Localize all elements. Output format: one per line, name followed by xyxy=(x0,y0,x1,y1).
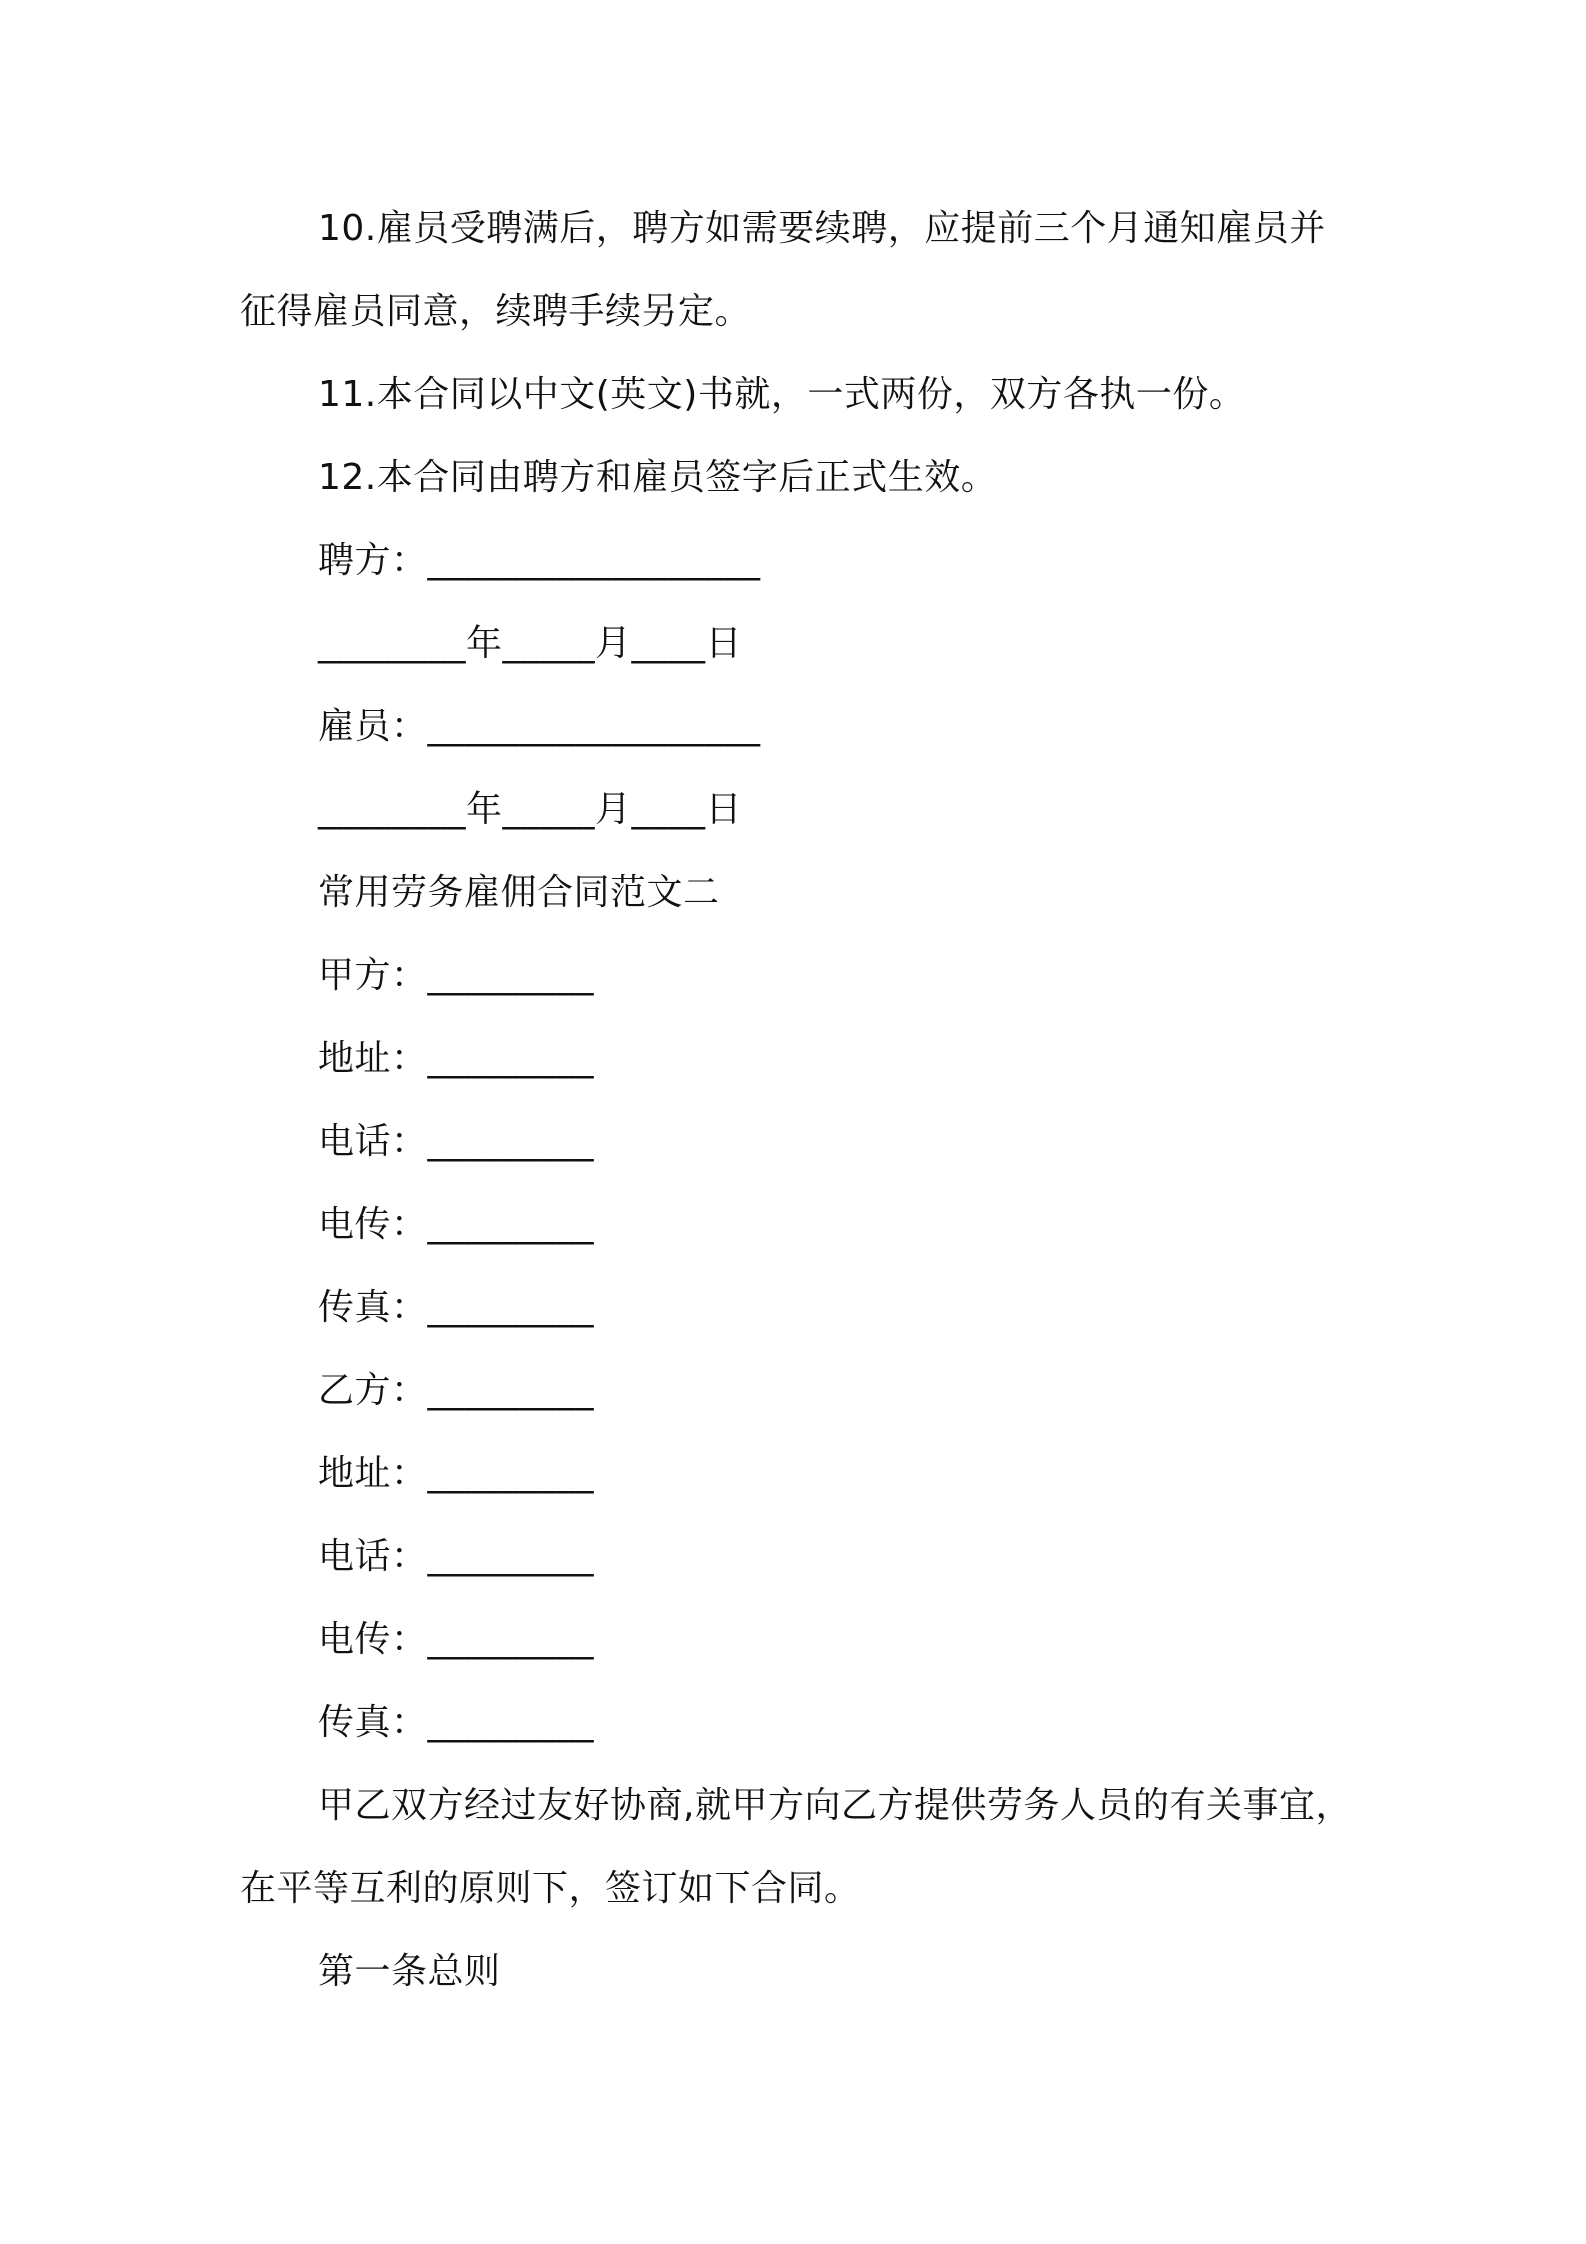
party-b-phone-field: 电话：_________ xyxy=(318,1536,595,1577)
party-b-telex-field: 电传：_________ xyxy=(318,1619,595,1660)
party-b-address-field: 地址：_________ xyxy=(318,1453,595,1494)
party-b-fax-field: 传真：_________ xyxy=(318,1702,595,1743)
employer-date-line: ________年_____月____日 xyxy=(318,623,742,664)
preamble-line-2: 在平等互利的原则下，签订如下合同。 xyxy=(240,1868,861,1909)
section-title: 常用劳务雇佣合同范文二 xyxy=(318,872,720,913)
party-a-address-field: 地址：_________ xyxy=(318,1038,595,1079)
preamble-line-1: 甲乙双方经过友好协商,就甲方向乙方提供劳务人员的有关事宜， xyxy=(318,1785,1352,1826)
employee-signature-line: 雇员：__________________ xyxy=(318,706,761,747)
article-1-heading: 第一条总则 xyxy=(318,1951,501,1992)
party-a-telex-field: 电传：_________ xyxy=(318,1204,595,1245)
clause-10-line-1: 10.雇员受聘满后，聘方如需要续聘，应提前三个月通知雇员并 xyxy=(318,208,1326,249)
party-a-field: 甲方：_________ xyxy=(318,955,595,996)
employee-date-line: ________年_____月____日 xyxy=(318,789,742,830)
clause-10-line-2: 征得雇员同意，续聘手续另定。 xyxy=(240,291,752,332)
clause-11: 11.本合同以中文(英文)书就，一式两份，双方各执一份。 xyxy=(318,374,1246,415)
employer-signature-line: 聘方：__________________ xyxy=(318,540,761,581)
clause-12: 12.本合同由聘方和雇员签字后正式生效。 xyxy=(318,457,998,498)
party-a-fax-field: 传真：_________ xyxy=(318,1287,595,1328)
party-b-field: 乙方：_________ xyxy=(318,1370,595,1411)
party-a-phone-field: 电话：_________ xyxy=(318,1121,595,1162)
